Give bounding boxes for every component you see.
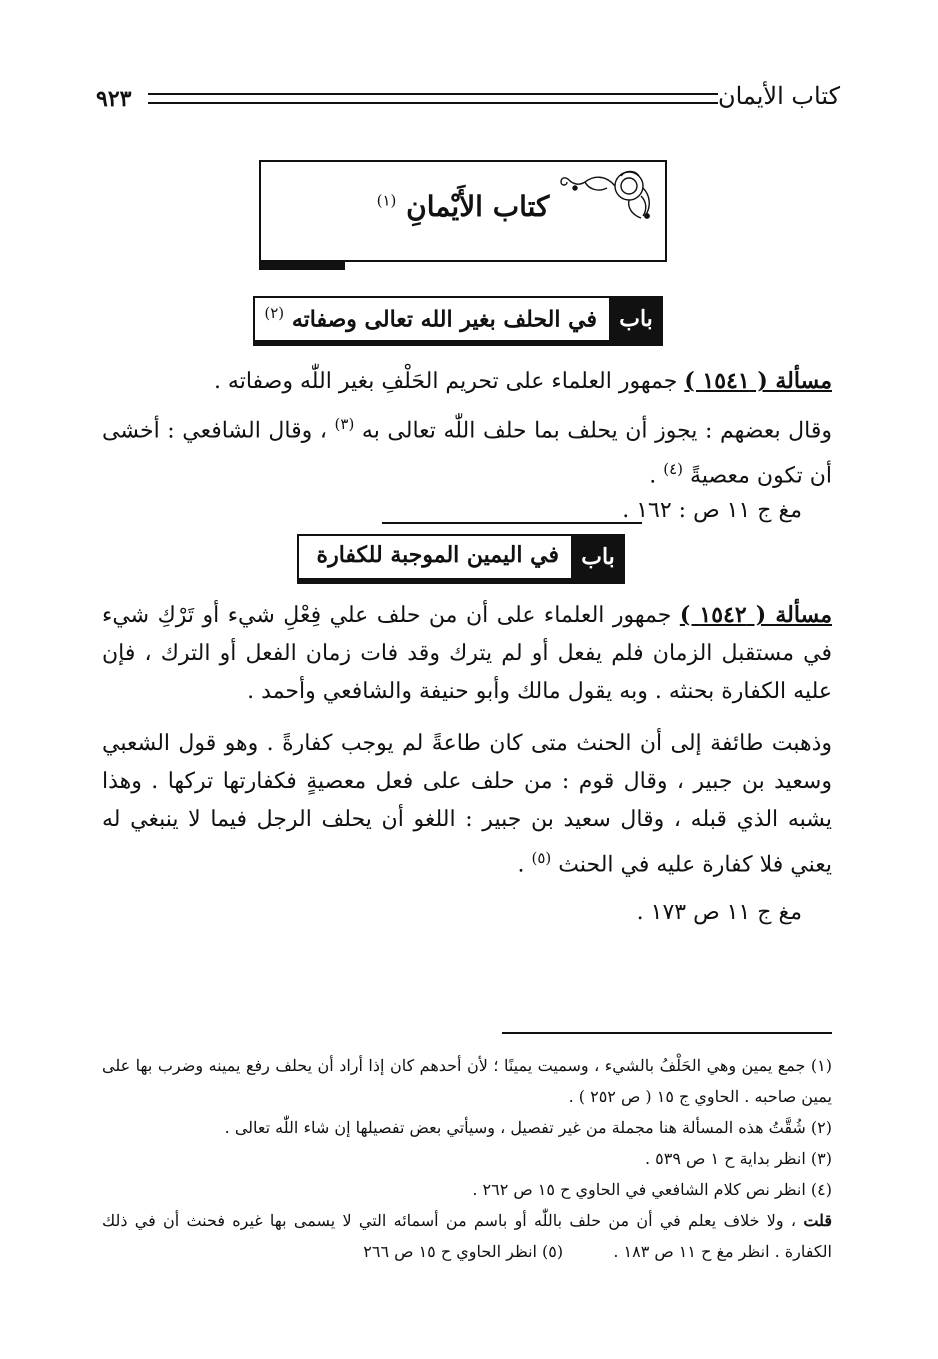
footnote-4: (٤) انظر نص كلام الشافعي في الحاوي ح ١٥ ص ٢٦٢ . [472, 1180, 832, 1199]
footnote-rule [502, 1032, 832, 1034]
section-shadow [297, 580, 625, 584]
masala-text: جمهور العلماء على أن من حلف علي فِعْلِ شيء أو تَرْكِ شيء في مستقبل الزمان فلم يفعل أو لم يترك وقد فات زمان الفعل أو الترك ، فإن عليه الكفارة بحنثه . وبه يقول مالك وأبو حنيفة والشافعي وأحمد . [102, 603, 832, 704]
section-header-2 [297, 534, 625, 580]
masala-text: جمهور العلماء على تحريم الحَلْفِ بغير اللّٰه وصفاته . [213, 369, 678, 394]
section-title-text: في الحلف بغير الله تعالى وصفاته [291, 306, 597, 333]
paragraph: وذهبت طائفة إلى أن الحنث متى كان طاعةً لم يوجب كفارةً . وهو قول الشعبي وسعيد بن جبير ، وقال قوم : من حلف على فعل معصيةٍ فكفارتها تركها . وهذا يشبه الذي قبله ، وقال سعيد بن جبير : اللغو أن يحلف الرجل فيما لا ينبغي له يعني فلا كفارة عليه في الحنث $^{(٥)}$ . [102, 731, 832, 878]
book-title [261, 190, 665, 223]
running-title: كتاب الأيمان [717, 82, 840, 110]
paragraph: وقال بعضهم : يجوز أن يحلف بما حلف اللّٰه تعالى به $^{(٣)}$ ، وقال الشافعي : أخشى أن تكون معصيةً $^{(٤)}$ . [102, 415, 833, 489]
section-title: في اليمين الموجبة للكفارة [316, 542, 559, 568]
footnote-ref: (٥) [531, 849, 552, 867]
footnote-2: (٢) شُقَّتُ هذه المسألة هنا مجملة من غير تفصيل ، وسيأتي بعض تفصيلها إن شاء اللّٰه تعالى . [224, 1118, 832, 1137]
section-title [264, 304, 597, 332]
source-reference: مغ ج ١١ ص : ١٦٢ . [622, 498, 802, 523]
footnote-1: (١) جمع يمين وهي الحَلْفُ بالشيء ، وسميت يمينًا ؛ لأن أحدهم كان إذا أراد أن يحلف رفع يمينه وضرب بها على يمين صاحبه . الحاوي ج ١٥ ( ص ٢٥٢ ) . [102, 1056, 832, 1106]
title-frame-shadow [259, 262, 345, 270]
divider [382, 522, 642, 524]
footnotes [102, 1050, 832, 1267]
masala-1542 [102, 596, 832, 884]
footnote-ref: (٤) [663, 460, 684, 479]
masala-label: مسألة ( ١٥٤١ ) [684, 368, 832, 394]
book-title-footnote-ref: (١) [376, 191, 397, 210]
source-reference: مغ ج ١١ ص ١٧٣ . [636, 900, 802, 925]
footnote-4-note: قلت ، ولا خلاف يعلم في أن من حلف باللّٰه أو باسم من أسمائه التي لا يسمى بها غيره فحنث أن في ذلك الكفارة . انظر مغ ح ١١ ص ١٨٣ . (٥) انظر الحاوي ح ١٥ ص ٢٦٦ [102, 1211, 832, 1261]
masala-1541 [102, 362, 832, 496]
footnote-3: (٣) انظر بداية ح ١ ص ٥٣٩ . [645, 1149, 832, 1168]
section-footnote-ref: (٢) [264, 304, 285, 322]
section-shadow [253, 342, 663, 346]
page-number: ٩٢٣ [96, 86, 132, 112]
masala-label: مسألة ( ١٥٤٢ ) [679, 602, 832, 628]
header-rule [148, 93, 718, 104]
bab-label: باب [609, 296, 663, 342]
book-title-text: كتاب الأَيْمانِ [406, 190, 550, 223]
book-title-frame [259, 160, 667, 262]
bab-label: باب [571, 534, 625, 580]
footnote-ref: (٣) [334, 415, 355, 433]
footnote-5: (٥) انظر الحاوي ح ١٥ ص ٢٦٦ [363, 1242, 564, 1261]
section-header-1 [253, 296, 663, 342]
footnote-note-label: قلت [803, 1211, 832, 1230]
